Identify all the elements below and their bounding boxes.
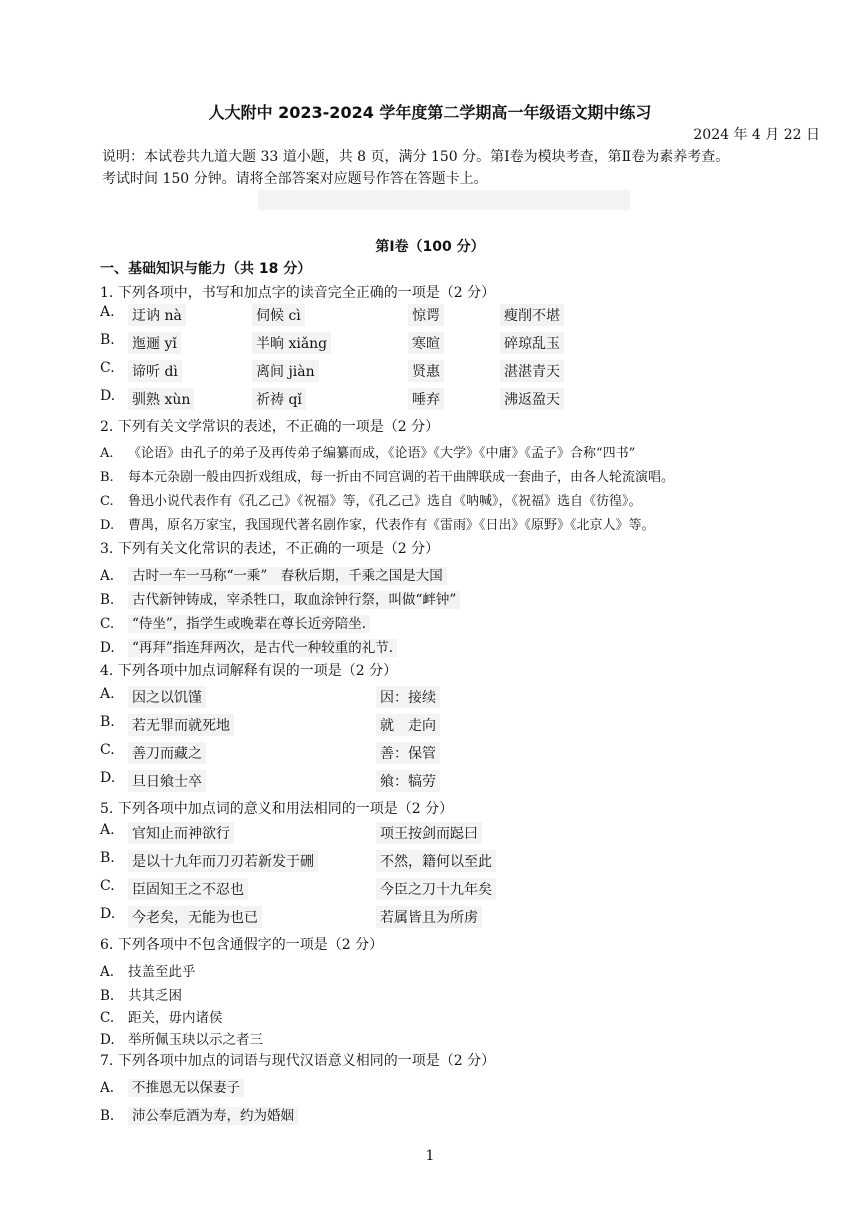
question-7-option-b [100, 1104, 298, 1124]
question-5-stem: 5. 下列各项中加点词的意义和用法相同的一项是（2 分） [100, 801, 454, 817]
option-text: 沛公奉卮酒为寿，约为婚姻 [128, 1107, 298, 1125]
option-label: C. [100, 742, 115, 758]
option-cell: 迂讷 nà [128, 304, 186, 326]
question-7-option-a [100, 1076, 244, 1096]
option-cell: 驯熟 xùn [128, 388, 194, 410]
section-title: 第Ⅰ卷（100 分） [375, 239, 485, 255]
option-cell: 碎琼乱玉 [500, 332, 564, 354]
option-text: 技盖至此乎 [128, 964, 196, 980]
option-cell: 惊谔 [408, 304, 444, 326]
option-cell: 伺候 cì [252, 304, 305, 326]
option-label: D. [100, 640, 115, 656]
option-text: 鲁迅小说代表作有《孔乙己》《祝福》等，《孔乙己》选自《呐喊》，《祝福》选自《彷徨》。 [128, 494, 642, 509]
option-cell: 迤逦 yǐ [128, 332, 181, 354]
option-phrase: 善刀而藏之 [128, 742, 206, 764]
option-label: A. [100, 446, 114, 461]
question-6-option-c [100, 1006, 223, 1026]
option-text: 曹禺，原名万家宝，我国现代著名剧作家，代表作有《雷雨》《日出》《原野》《北京人》等。 [128, 518, 655, 533]
instruction-line-1: 说明：本试卷共九道大题 33 道小题，共 8 页，满分 150 分。第Ⅰ卷为模块考查，第Ⅱ卷为素养考查。 [102, 149, 730, 165]
option-label: A. [100, 686, 115, 702]
option-cell: 湛湛青天 [500, 360, 564, 382]
option-gloss: 因：接续 [376, 686, 440, 708]
option-label: B. [100, 470, 114, 485]
option-phrase: 今老矣，无能为也已 [128, 906, 262, 928]
option-gloss: 就 走向 [376, 714, 440, 736]
option-phrase: 今臣之刀十九年矣 [376, 878, 496, 900]
question-6-stem: 6. 下列各项中不包含通假字的一项是（2 分） [100, 937, 384, 953]
question-2-option-d [100, 514, 655, 533]
option-label: A. [100, 1080, 115, 1096]
question-6-option-b [100, 984, 182, 1004]
option-cell: 寒暄 [408, 332, 444, 354]
option-label: B. [100, 592, 115, 608]
option-label: C. [100, 494, 114, 509]
option-label: B. [100, 988, 115, 1004]
exam-title: 人大附中 2023-2024 学年度第二学期高一年级语文期中练习 [208, 103, 652, 122]
option-phrase: 若无罪而就死地 [128, 714, 234, 736]
option-label: D. [100, 770, 116, 786]
instruction-line-2: 考试时间 150 分钟。请将全部答案对应题号作答在答题卡上。 [102, 171, 488, 187]
option-label: C. [100, 878, 115, 894]
question-3-stem: 3. 下列有关文化常识的表述，不正确的一项是（2 分） [100, 541, 440, 557]
option-text: 举所佩玉玦以示之者三 [128, 1032, 263, 1048]
question-2-option-a [100, 442, 635, 461]
option-phrase: 不然，籍何以至此 [376, 850, 496, 872]
question-1-stem: 1. 下列各项中，书写和加点字的读音完全正确的一项是（2 分） [100, 285, 496, 301]
question-3-option-c [100, 612, 370, 632]
page-number: 1 [425, 1148, 435, 1164]
option-phrase: 项王按剑而跽曰 [376, 822, 482, 844]
question-7-stem: 7. 下列各项中加点的词语与现代汉语意义相同的一项是（2 分） [100, 1053, 496, 1069]
option-phrase: 旦日飨士卒 [128, 770, 206, 792]
scan-shade [258, 190, 630, 210]
option-label: D. [100, 518, 115, 533]
option-phrase: 若属皆且为所虏 [376, 906, 482, 928]
option-label: B. [100, 714, 115, 730]
option-text: 古代新钟铸成，宰杀牲口，取血涂钟行祭，叫做“衅钟” [128, 591, 460, 609]
option-label: B. [100, 332, 115, 348]
part-heading: 一、基础知识与能力（共 18 分） [100, 261, 312, 277]
option-label: A. [100, 304, 115, 320]
option-cell: 贤惠 [408, 360, 444, 382]
option-label: D. [100, 1032, 115, 1048]
option-phrase: 因之以饥馑 [128, 686, 206, 708]
question-3-option-d [100, 636, 397, 656]
option-cell: 离间 jiàn [252, 360, 319, 382]
question-3-option-b [100, 588, 460, 608]
option-text: 距关，毋内诸侯 [128, 1010, 223, 1026]
option-label: A. [100, 822, 115, 838]
option-phrase: 是以十九年而刀刃若新发于硎 [128, 850, 318, 872]
option-label: A. [100, 964, 115, 980]
option-phrase: 官知止而神欲行 [128, 822, 234, 844]
option-cell: 谛听 dì [128, 360, 182, 382]
option-label: D. [100, 906, 116, 922]
option-label: C. [100, 360, 115, 376]
option-text: “侍坐”，指学生或晚辈在尊长近旁陪坐. [128, 615, 370, 633]
option-text: 不推恩无以保妻子 [128, 1079, 244, 1097]
question-2-option-c [100, 490, 642, 509]
question-6-option-d [100, 1028, 263, 1048]
exam-date: 2024 年 4 月 22 日 [693, 127, 820, 143]
option-cell: 半晌 xiǎng [252, 332, 331, 354]
option-label: C. [100, 616, 115, 632]
option-cell: 祈祷 qǐ [252, 388, 306, 410]
option-cell: 沸返盈天 [500, 388, 564, 410]
option-label: D. [100, 388, 116, 404]
option-label: B. [100, 1108, 115, 1124]
question-3-option-a [100, 564, 447, 584]
option-label: B. [100, 850, 115, 866]
option-text: 共其乏困 [128, 988, 182, 1004]
option-gloss: 飨：犒劳 [376, 770, 440, 792]
question-4-stem: 4. 下列各项中加点词解释有误的一项是（2 分） [100, 663, 398, 679]
question-6-option-a [100, 960, 196, 980]
option-label: A. [100, 568, 115, 584]
option-text: 每本元杂剧一般由四折戏组成，每一折由不同宫调的若干曲牌联成一套曲子，由各人轮流演唱。 [128, 470, 675, 485]
question-2-option-b [100, 466, 674, 485]
option-gloss: 善：保管 [376, 742, 440, 764]
option-cell: 唾弃 [408, 388, 444, 410]
option-text: “再拜”指连拜两次，是古代一种较重的礼节. [128, 639, 397, 657]
option-label: C. [100, 1010, 115, 1026]
option-text: 《论语》由孔子的弟子及再传弟子编纂而成，《论语》《大学》《中庸》《孟子》合称“四书” [128, 446, 636, 461]
question-2-stem: 2. 下列有关文学常识的表述，不正确的一项是（2 分） [100, 419, 440, 435]
option-phrase: 臣固知王之不忍也 [128, 878, 248, 900]
option-text: 古时一车一马称“一乘” 春秋后期，千乘之国是大国 [128, 567, 447, 585]
option-cell: 瘦削不堪 [500, 304, 564, 326]
